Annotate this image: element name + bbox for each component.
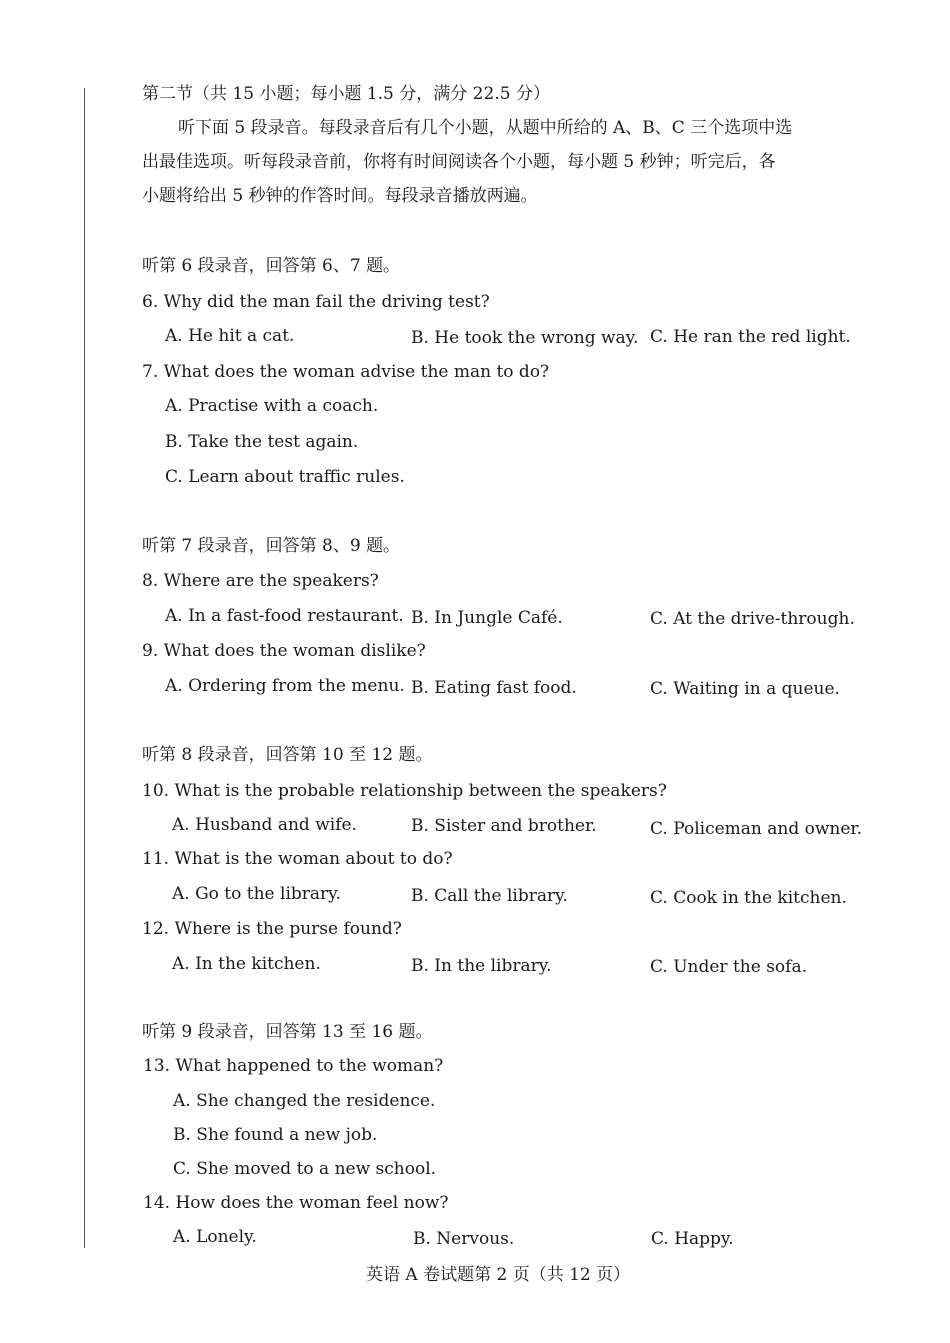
option-c: C. Policeman and owner. (650, 819, 863, 839)
option-b: B. In the library. (411, 956, 552, 976)
option-c: C. He ran the red light. (650, 327, 851, 347)
question-stem: 7. What does the woman advise the man to do? (142, 362, 550, 382)
question-stem: 11. What is the woman about to do? (142, 849, 453, 869)
option-b: B. Call the library. (411, 886, 568, 906)
option-b: B. Eating fast food. (411, 678, 577, 698)
option-c: C. Waiting in a queue. (650, 679, 840, 699)
question-stem: 6. Why did the man fail the driving test? (142, 292, 490, 312)
question-stem: 10. What is the probable relationship between the speakers? (142, 781, 667, 801)
question-stem: 12. Where is the purse found? (142, 919, 402, 939)
group-heading: 听第 7 段录音，回答第 8、9 题。 (142, 536, 401, 556)
instruction-line-2: 出最佳选项。听每段录音前，你将有时间阅读各个小题，每小题 5 秒钟；听完后，各 (142, 152, 776, 172)
option-b: B. Nervous. (413, 1229, 515, 1249)
option-a: A. Go to the library. (172, 884, 341, 904)
option-a: A. In the kitchen. (172, 954, 321, 974)
option-c: C. Learn about traffic rules. (165, 467, 405, 487)
option-c: C. Under the sofa. (650, 957, 807, 977)
question-stem: 8. Where are the speakers? (142, 571, 379, 591)
option-b: B. She found a new job. (173, 1125, 378, 1145)
option-b: B. In Jungle Café. (411, 608, 563, 628)
section-title: 第二节（共 15 小题；每小题 1.5 分，满分 22.5 分） (142, 84, 550, 104)
option-c: C. Happy. (651, 1229, 734, 1249)
question-stem: 9. What does the woman dislike? (142, 641, 426, 661)
option-b: B. Take the test again. (165, 432, 359, 452)
page-footer: 英语 A 卷试题第 2 页（共 12 页） (366, 1265, 631, 1285)
group-heading: 听第 6 段录音，回答第 6、7 题。 (142, 256, 401, 276)
instruction-line-1: 听下面 5 段录音。每段录音后有几个小题，从题中所给的 A、B、C 三个选项中选 (178, 118, 793, 138)
group-heading: 听第 9 段录音，回答第 13 至 16 题。 (142, 1022, 433, 1042)
question-stem: 13. What happened to the woman? (143, 1056, 444, 1076)
option-a: A. Lonely. (173, 1227, 257, 1247)
option-c: C. She moved to a new school. (173, 1159, 437, 1179)
instruction-line-3: 小题将给出 5 秒钟的作答时间。每段录音播放两遍。 (142, 186, 538, 206)
option-a: A. She changed the residence. (173, 1091, 436, 1111)
option-b: B. Sister and brother. (411, 816, 597, 836)
option-a: A. Practise with a coach. (165, 396, 379, 416)
option-b: B. He took the wrong way. (411, 328, 639, 348)
option-c: C. At the drive-through. (650, 609, 855, 629)
option-a: A. Ordering from the menu. (165, 676, 405, 696)
option-a: A. In a fast-food restaurant. (165, 606, 404, 626)
question-stem: 14. How does the woman feel now? (143, 1193, 449, 1213)
group-heading: 听第 8 段录音，回答第 10 至 12 题。 (142, 745, 433, 765)
option-a: A. He hit a cat. (165, 326, 295, 346)
option-a: A. Husband and wife. (172, 815, 357, 835)
binding-margin-line (84, 88, 85, 1248)
option-c: C. Cook in the kitchen. (650, 888, 847, 908)
